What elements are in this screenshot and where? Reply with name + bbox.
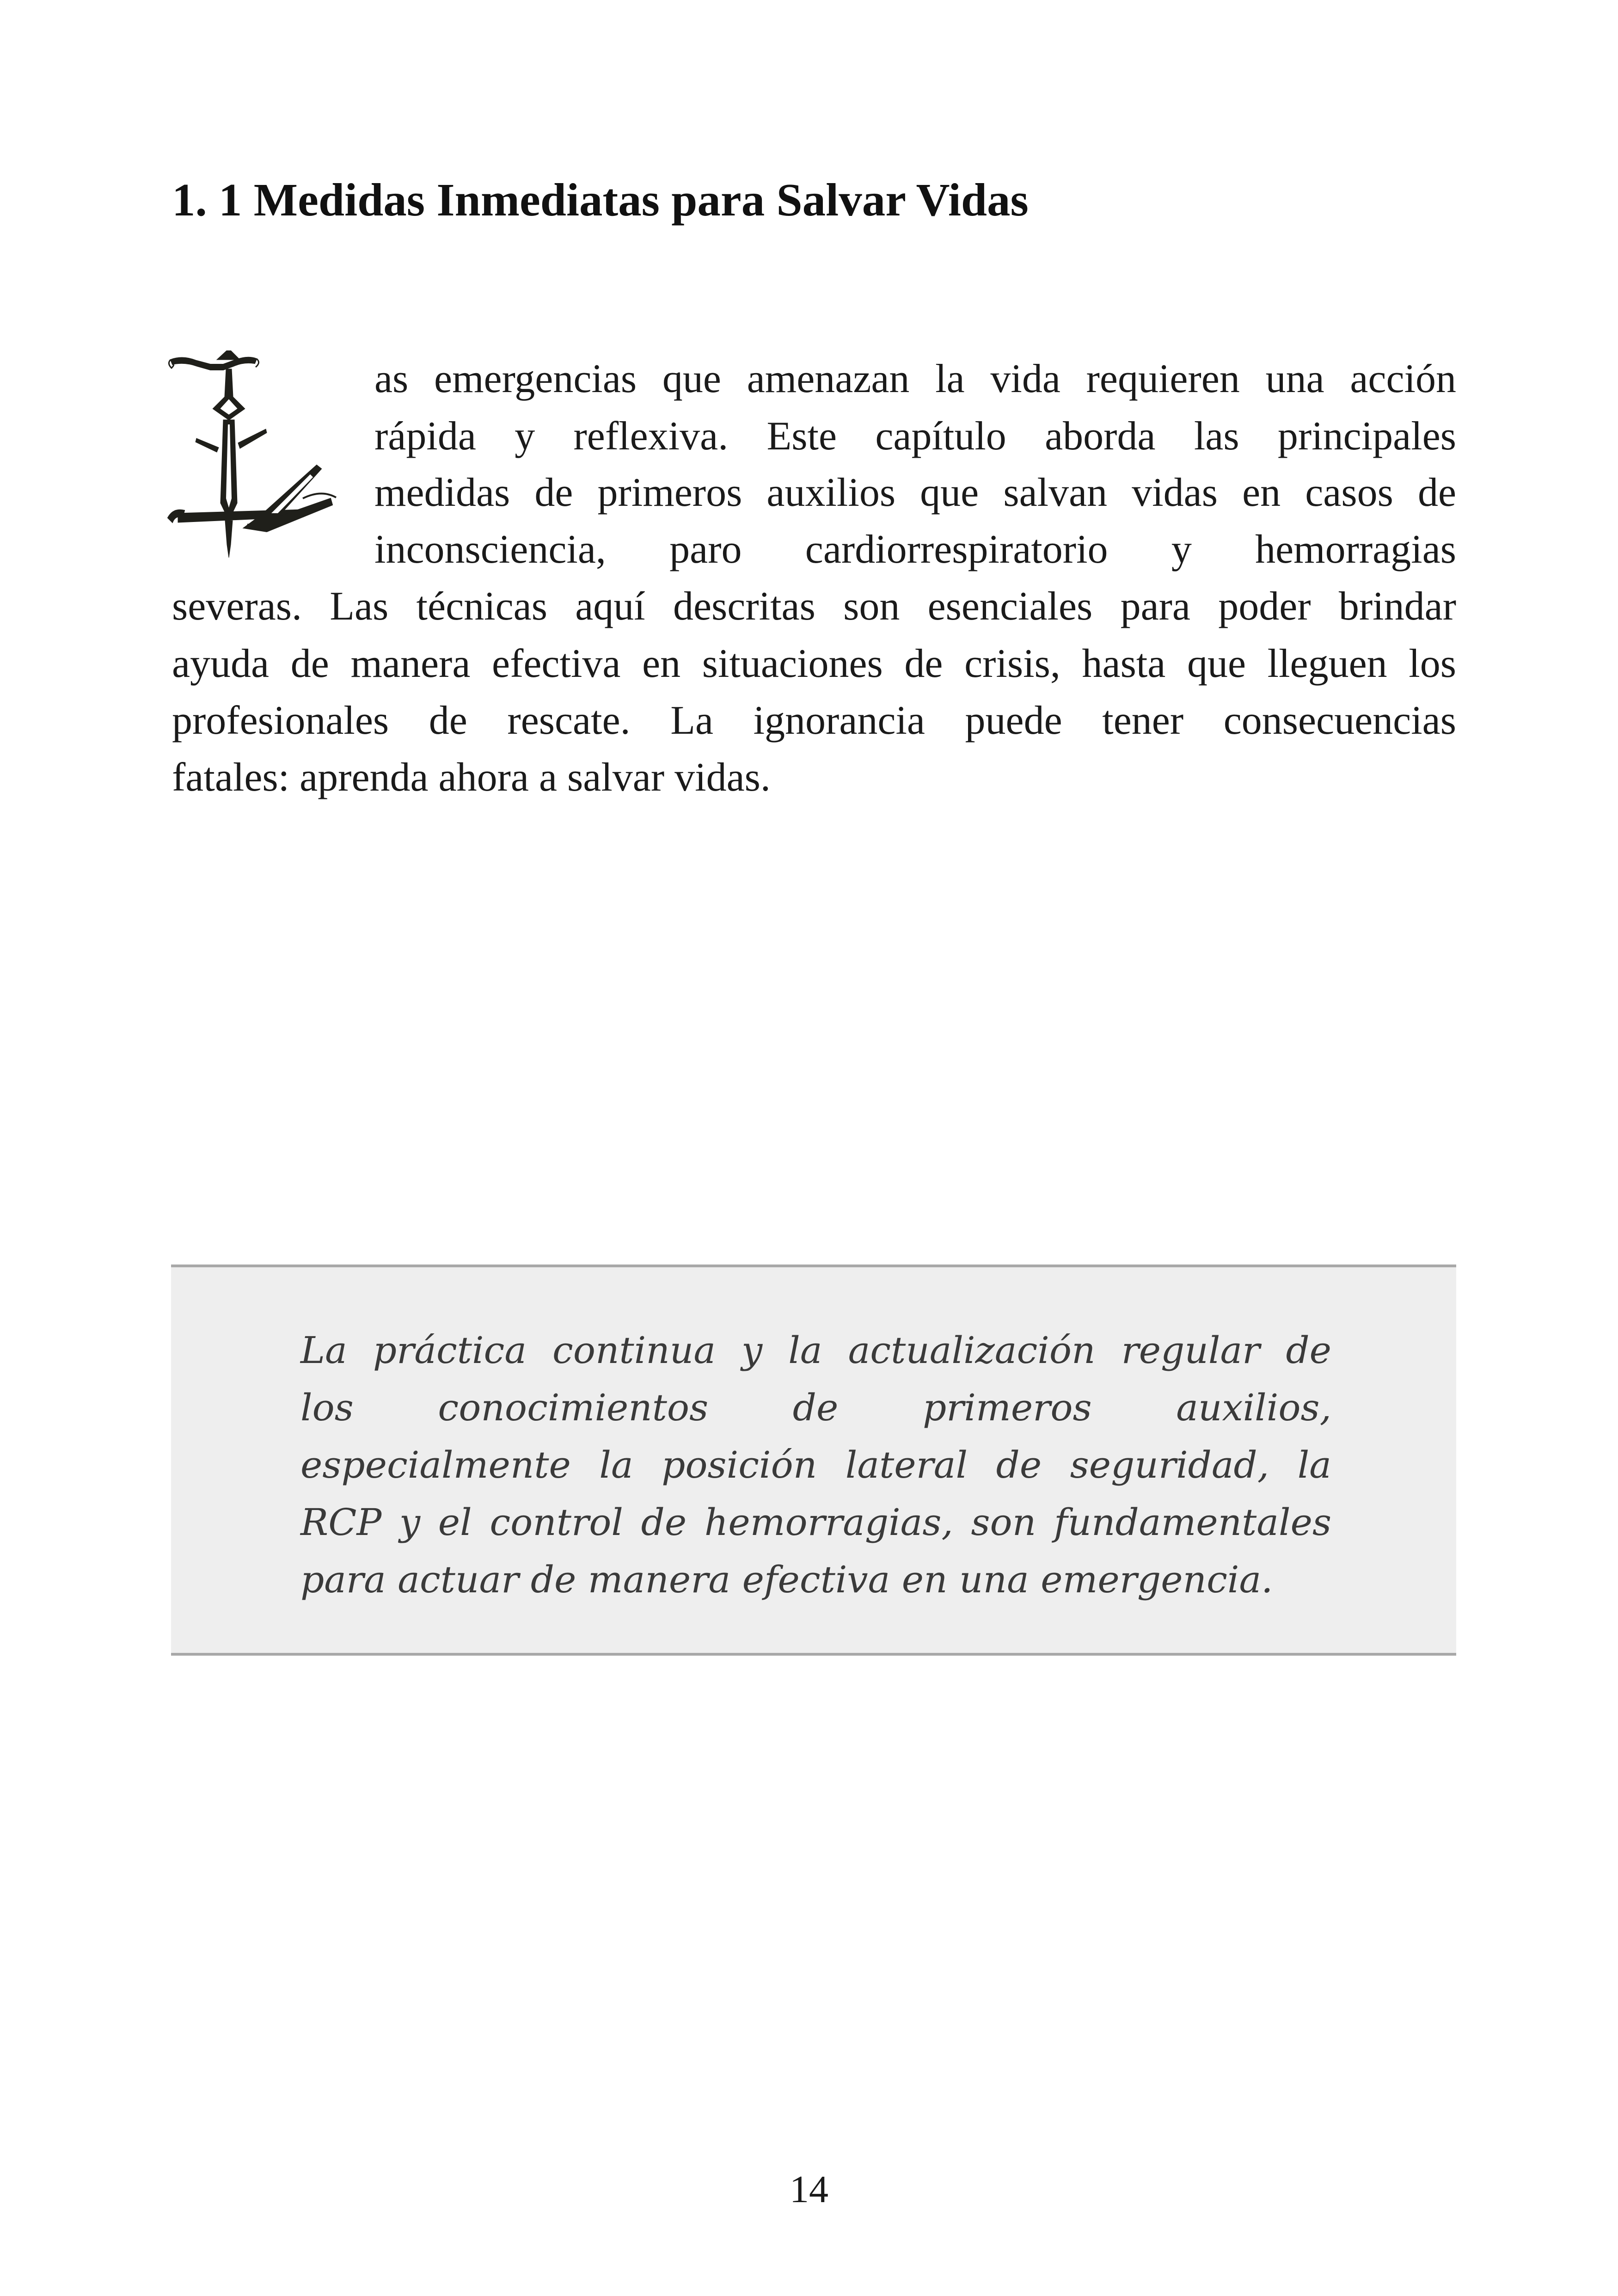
callout-line: especialmente la posición lateral de seguridad, la: [300, 1443, 1331, 1486]
paragraph-line: profesionales de rescate. La ignorancia puede tener consecuencias: [172, 698, 1456, 743]
paragraph-line: severas. Las técnicas aquí descritas son esenciales para poder brindar: [172, 584, 1456, 629]
paragraph-line: medidas de primeros auxilios que salvan vidas en casos de: [374, 470, 1456, 515]
ornamental-drop-cap-icon: [164, 350, 349, 563]
callout-line: los conocimientos de primeros auxilios,: [300, 1386, 1331, 1429]
callout-line: para actuar de manera efectiva en una emergencia.: [300, 1558, 1273, 1601]
page-title: 1. 1 Medidas Inmediatas para Salvar Vidas: [172, 174, 1029, 226]
paragraph-line: rápida y reflexiva. Este capítulo aborda las principales: [374, 414, 1456, 459]
callout-box: [171, 1265, 1456, 1656]
callout-line: RCP y el control de hemorragias, son fundamentales: [300, 1501, 1331, 1544]
paragraph-line: as emergencias que amenazan la vida requieren una acción: [374, 356, 1456, 401]
paragraph-line: inconsciencia, paro cardiorrespiratorio y hemorragias: [374, 527, 1456, 572]
page-number: 14: [790, 2168, 828, 2211]
paragraph-line: fatales: aprenda ahora a salvar vidas.: [172, 755, 771, 800]
paragraph-line: ayuda de manera efectiva en situaciones de crisis, hasta que lleguen los: [172, 641, 1456, 686]
callout-line: La práctica continua y la actualización regular de: [300, 1329, 1331, 1372]
